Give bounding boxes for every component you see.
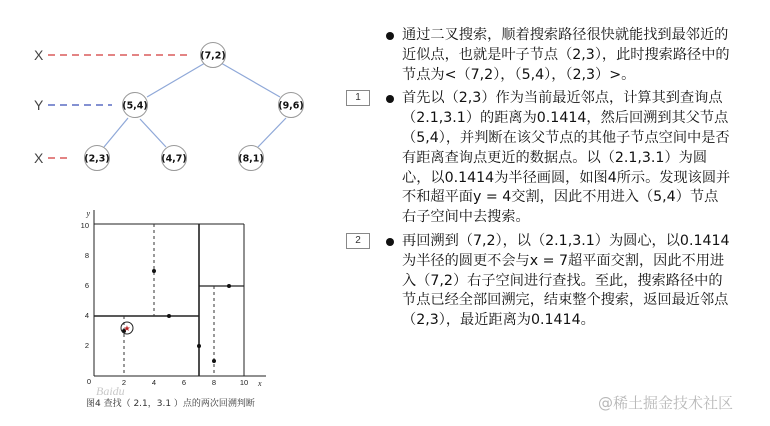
tree-node-left	[122, 93, 148, 118]
data-point-8-1	[212, 359, 216, 363]
tree-edge	[104, 118, 128, 147]
tree-node-label: (7,2)	[200, 50, 226, 62]
level-label-x2: X	[34, 150, 44, 166]
y-tick-label: 10	[80, 221, 89, 230]
tree-node-label: (5,4)	[122, 100, 148, 112]
tree-node-label: (8,1)	[238, 153, 264, 165]
tree-node-right	[278, 93, 304, 118]
tree-node-root	[200, 43, 226, 68]
x-tick-label: 6	[181, 378, 187, 387]
x-tick-label: 2	[121, 378, 127, 387]
bullet-dot-icon	[386, 95, 394, 103]
x-axis-label: x	[258, 379, 262, 388]
tree-node-leaf-2	[161, 146, 187, 171]
step-number-box: 1	[346, 90, 370, 106]
figure-caption: 图4 查找（ 2.1，3.1 ）点的两次回溯判断	[86, 399, 255, 409]
kd-partition-plot	[76, 204, 276, 392]
tree-node-label: (9,6)	[278, 100, 304, 112]
y-tick-label: 6	[84, 281, 89, 290]
step-number-box: 2	[346, 233, 370, 249]
bullet-item	[352, 26, 732, 85]
bullet-item	[352, 89, 732, 228]
level-label-x: X	[34, 47, 44, 63]
bullet-item	[352, 232, 732, 331]
tree-edge	[221, 63, 280, 97]
tree-edge	[140, 119, 166, 147]
bullet-text: 再回溯到（7,2），以（2.1,3.1）为圆心，以0.1414为半径的圆更不会与x = 7超平面交割，因此不用进入（7,2）右子空间进行查找。至此，搜索路径中的节点已经全部回溯完，结束整个搜索，返回最近邻点（2,3），最近距离为0.1414。	[402, 232, 730, 329]
x-tick-label: 10	[239, 378, 249, 387]
tree-node-label: (2,3)	[84, 153, 110, 165]
x-tick-label: 8	[211, 378, 217, 387]
y-tick-label: 2	[84, 341, 89, 350]
origin-label: 0	[86, 377, 91, 386]
explanation-list	[352, 26, 732, 335]
bullet-text: 首先以（2,3）作为当前最近邻点，计算其到查询点（2.1,3.1）的距离为0.1414，然后回溯到其父节点（5,4），并判断在该父节点的其他子节点空间中是否有距离查询点更近的数据点。以（2.1,3.1）为圆心，以0.1414为半径画圆，如图4所示。发现该圆并不和超平面y = 4交割，因此不用进入（5,4）节点右子空间中去搜索。	[402, 90, 731, 226]
bullet-text: 通过二叉搜索，顺着搜索路径很快就能找到最邻近的近似点，也就是叶子节点（2,3），此时搜索路径中的节点为<（7,2），（5,4），（2,3）>。	[402, 27, 730, 83]
data-point-5-4	[167, 314, 171, 318]
tree-node-label: (4,7)	[161, 153, 187, 165]
baidu-watermark: Baidu	[96, 384, 125, 398]
bullet-dot-icon	[386, 32, 394, 40]
kd-tree-diagram	[0, 0, 340, 190]
juejin-watermark: @稀土掘金技术社区	[598, 394, 734, 412]
data-point-7-2	[197, 344, 201, 348]
y-tick-label: 4	[84, 311, 89, 320]
data-point-9-6	[227, 284, 231, 288]
level-label-y: Y	[34, 97, 44, 113]
y-tick-label: 8	[84, 251, 89, 260]
tree-node-leaf-1	[84, 146, 110, 171]
query-star-icon: ★	[123, 324, 131, 333]
data-point-4-7	[152, 269, 156, 273]
bullet-dot-icon	[386, 238, 394, 246]
tree-edge	[147, 63, 205, 97]
tree-edge	[258, 118, 286, 147]
y-axis-label: y	[86, 209, 90, 218]
x-tick-label: 4	[151, 378, 157, 387]
tree-node-leaf-3	[238, 146, 264, 171]
